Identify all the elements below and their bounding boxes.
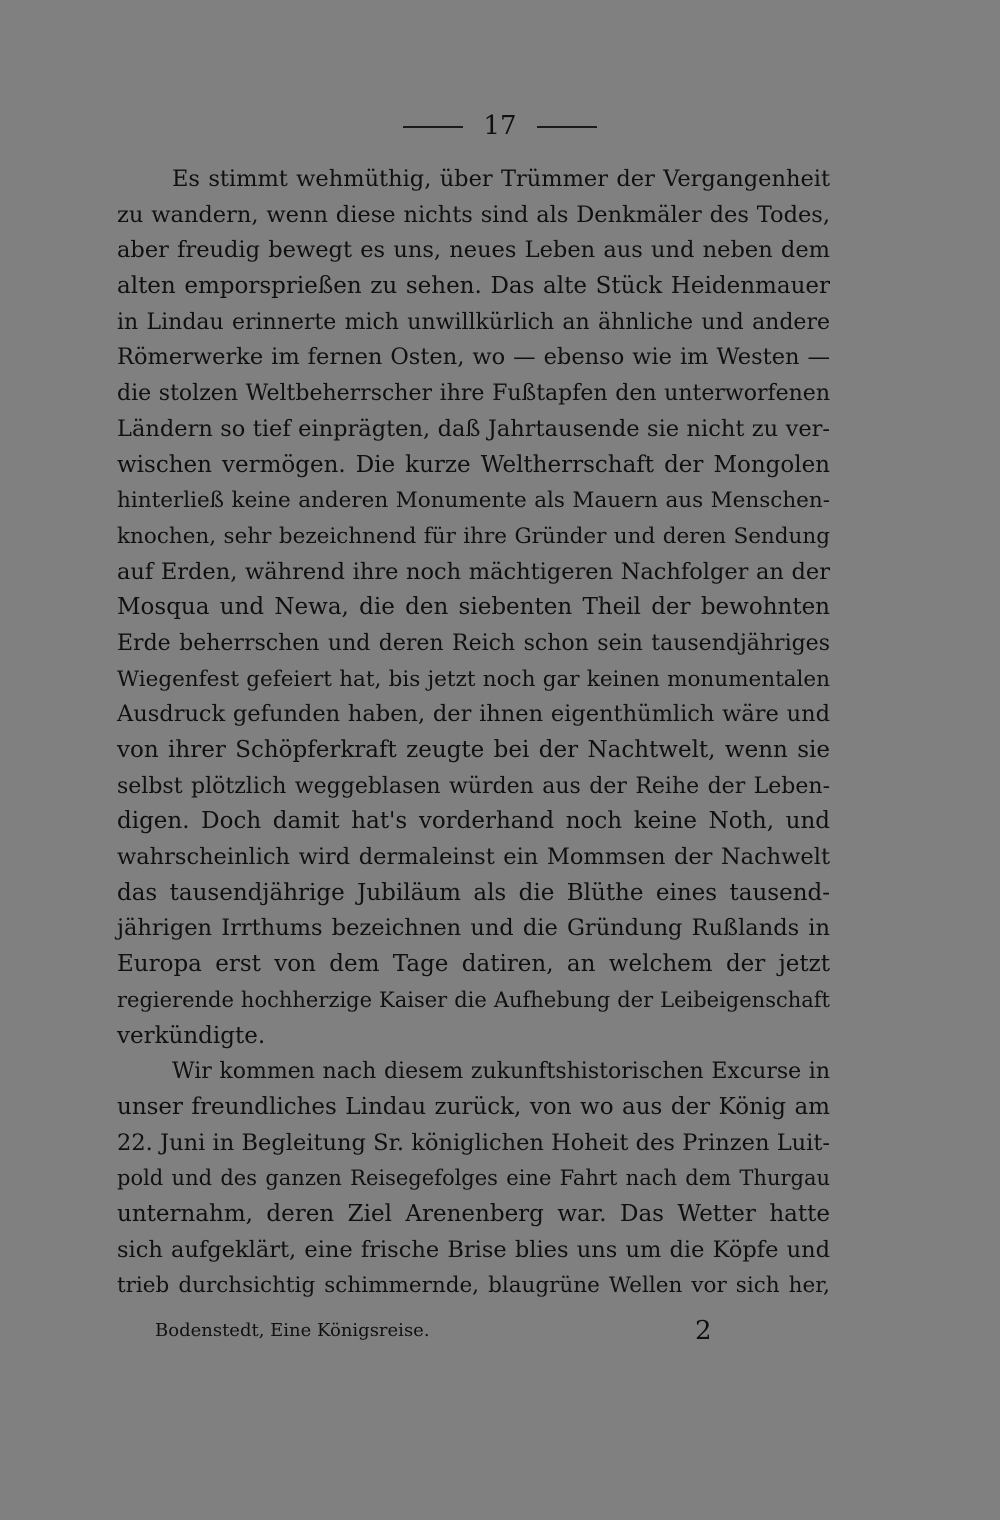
text-line: alten emporsprießen zu sehen. Das alte Stück Heidenmauer xyxy=(117,273,830,300)
body-text xyxy=(117,162,830,1304)
text-line: Erde beherrschen und deren Reich schon sein tausendjähriges xyxy=(117,630,830,656)
text-line: Europa erst von dem Tage datiren, an welchem der jetzt xyxy=(117,951,830,978)
text-line: das tausendjährige Jubiläum als die Blüthe eines tausend- xyxy=(117,879,830,906)
text-line: von ihrer Schöpferkraft zeugte bei der Nachtwelt, wenn sie xyxy=(117,737,830,763)
text-line: aber freudig bewegt es uns, neues Leben aus und neben dem xyxy=(117,237,830,264)
text-line: Es stimmt wehmüthig, über Trümmer der Vergangenheit xyxy=(172,166,830,192)
text-line: die stolzen Weltbeherrscher ihre Fußtapfen den unterworfenen xyxy=(117,381,830,407)
text-line: in Lindau erinnerte mich unwillkürlich an ähnliche und andere xyxy=(117,309,830,335)
text-line: Römerwerke im fernen Osten, wo — ebenso wie im Westen — xyxy=(117,344,830,371)
text-line: trieb durchsichtig schimmernde, blaugrüne Wellen vor sich her, xyxy=(117,1273,830,1299)
text-line: auf Erden, während ihre noch mächtigeren Nachfolger an der xyxy=(117,558,830,585)
text-line: unser freundliches Lindau zurück, von wo aus der König am xyxy=(117,1093,830,1120)
text-line: digen. Doch damit hat's vorderhand noch keine Noth, und xyxy=(117,808,830,835)
text-line: Ländern so tief einprägten, daß Jahrtausende sie nicht zu ver- xyxy=(117,415,830,442)
text-line: Wir kommen nach diesem zukunftshistorischen Excurse in xyxy=(172,1059,830,1085)
text-line: wischen vermögen. Die kurze Weltherrschaft der Mongolen xyxy=(117,451,830,478)
page-footer xyxy=(155,1316,715,1346)
text-line: unternahm, deren Ziel Arenenberg war. Das Wetter hatte xyxy=(117,1200,830,1227)
author-title: Bodenstedt, Eine Königsreise. xyxy=(155,1320,430,1341)
page-number: 17 xyxy=(483,111,517,141)
text-line: Mosqua und Newa, die den siebenten Theil der bewohnten xyxy=(117,594,830,621)
text-line: wahrscheinlich wird dermaleinst ein Mommsen der Nachwelt xyxy=(117,844,830,871)
text-line: 22. Juni in Begleitung Sr. königlichen Hoheit des Prinzen Luit- xyxy=(117,1129,830,1156)
text-line: zu wandern, wenn diese nichts sind als Denkmäler des Todes, xyxy=(117,201,830,228)
ornament-left-icon xyxy=(403,126,463,128)
text-line: regierende hochherzige Kaiser die Aufhebung der Leibeigenschaft xyxy=(117,987,830,1012)
text-line: sich aufgeklärt, eine frische Brise blies uns um die Köpfe und xyxy=(117,1236,830,1263)
text-line: hinterließ keine anderen Monumente als Mauern aus Menschen- xyxy=(117,488,830,514)
ornament-right-icon xyxy=(537,126,597,128)
page-header xyxy=(0,108,1000,144)
text-line: Ausdruck gefunden haben, der ihnen eigenthümlich wäre und xyxy=(117,701,830,728)
text-line: knochen, sehr bezeichnend für ihre Gründer und deren Sendung xyxy=(117,523,830,549)
text-line: Wiegenfest gefeiert hat, bis jetzt noch gar keinen monumentalen xyxy=(117,666,830,692)
text-line: verkündigte. xyxy=(117,1022,266,1049)
text-line: selbst plötzlich weggeblasen würden aus der Reihe der Leben- xyxy=(117,773,830,799)
signature-mark: 2 xyxy=(695,1316,712,1346)
text-line: jährigen Irrthums bezeichnen und die Gründung Rußlands in xyxy=(117,915,830,942)
text-line: pold und des ganzen Reisegefolges eine Fahrt nach dem Thurgau xyxy=(117,1166,830,1191)
